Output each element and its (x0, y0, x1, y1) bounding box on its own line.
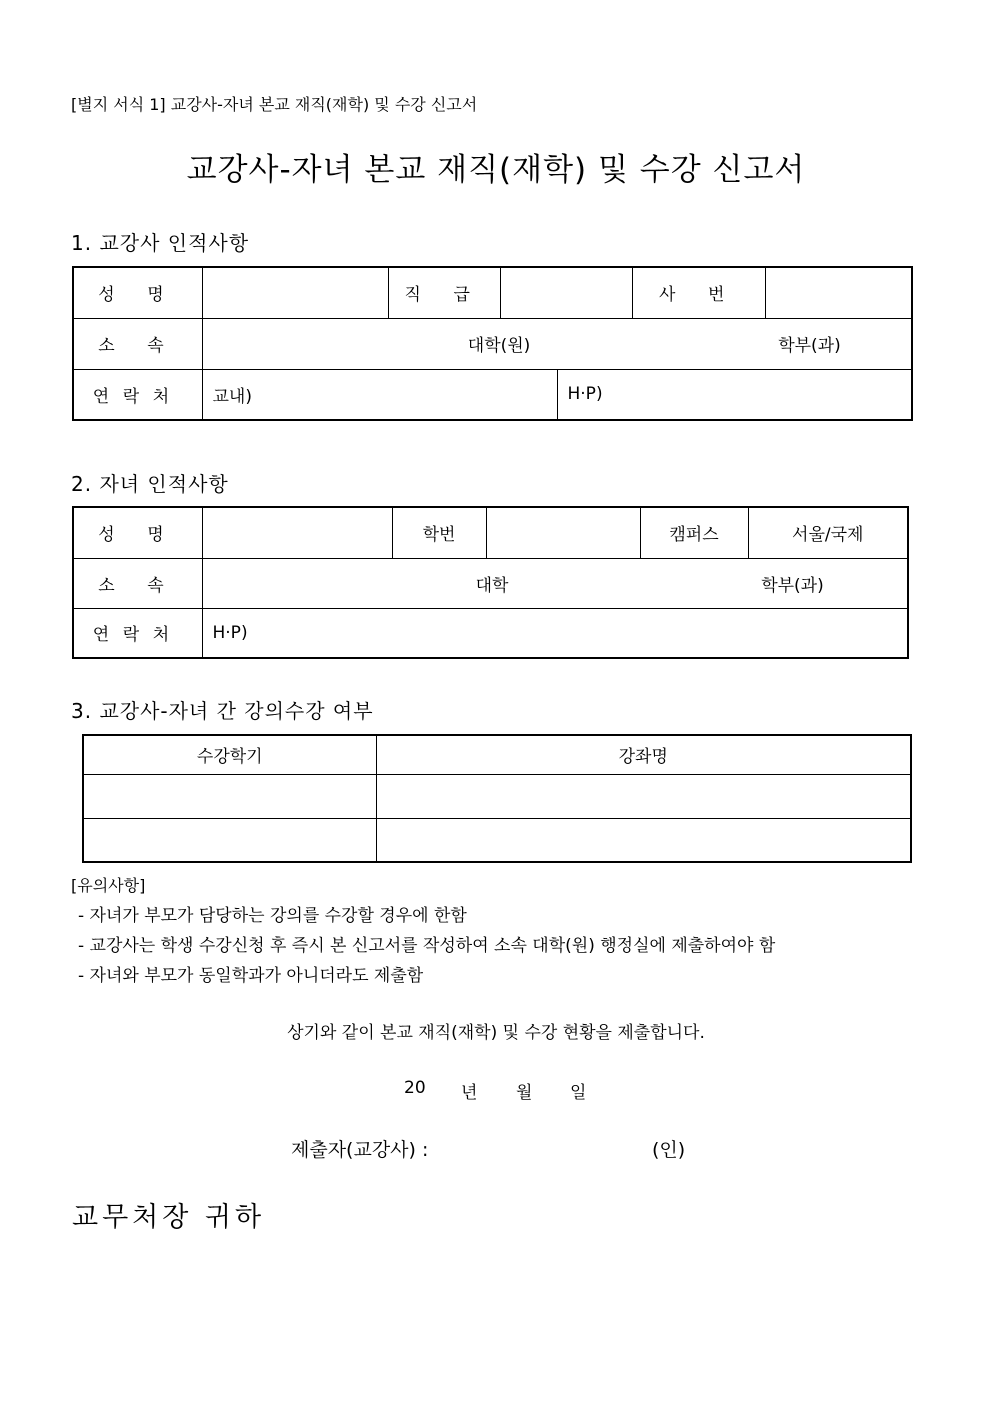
teacher-office-phone-field[interactable]: 교내) (202, 369, 557, 420)
course-enrollment-table (82, 734, 912, 863)
child-campus-field[interactable]: 서울/국제 (748, 507, 908, 558)
section3-heading: 3. 교강사-자녀 간 강의수강 여부 (71, 699, 374, 723)
teacher-emp-no-label: 사 번 (632, 267, 765, 318)
teacher-emp-no-field[interactable] (765, 267, 912, 318)
semester-cell[interactable] (83, 774, 376, 818)
semester-column-header: 수강학기 (83, 735, 376, 774)
course-column-header: 강좌명 (376, 735, 911, 774)
date-year-prefix: 20 (404, 1078, 426, 1098)
note-item: - 교강사는 학생 수강신청 후 즉시 본 신고서를 작성하여 소속 대학(원) 행정실에 제출하여야 함 (78, 936, 776, 956)
teacher-name-field[interactable] (202, 267, 388, 318)
child-student-no-label: 학번 (392, 507, 486, 558)
course-cell[interactable] (376, 818, 911, 862)
teacher-mobile-field[interactable]: H·P) (557, 369, 912, 420)
child-contact-label: 연락처 (73, 608, 202, 658)
child-affiliation-univ: 대학 (475, 575, 509, 596)
notes-title: [유의사항] (71, 876, 146, 895)
date-day-label: 일 (570, 1083, 587, 1103)
addressee: 교무처장 귀하 (72, 1202, 266, 1233)
submission-statement: 상기와 같이 본교 재직(재학) 및 수강 현황을 제출합니다. (287, 1023, 705, 1043)
section1-heading: 1. 교강사 인적사항 (71, 231, 250, 255)
teacher-rank-label: 직 급 (388, 267, 500, 318)
child-student-no-field[interactable] (486, 507, 640, 558)
teacher-rank-field[interactable] (500, 267, 632, 318)
form-label: [별지 서식 1] 교강사-자녀 본교 재직(재학) 및 수강 신고서 (71, 95, 478, 114)
child-info-table (72, 506, 909, 659)
teacher-affiliation-label: 소 속 (73, 318, 202, 369)
note-item: - 자녀와 부모가 동일학과가 아니더라도 제출함 (78, 966, 424, 986)
course-cell[interactable] (376, 774, 911, 818)
child-affiliation-label: 소 속 (73, 558, 202, 608)
date-year-label: 년 (461, 1083, 478, 1103)
note-item: - 자녀가 부모가 담당하는 강의를 수강할 경우에 한함 (78, 906, 467, 926)
teacher-affiliation-univ: 대학(원) (467, 336, 531, 356)
child-name-label: 성 명 (73, 507, 202, 558)
child-affiliation-dept: 학부(과) (761, 575, 824, 596)
page-title: 교강사-자녀 본교 재직(재학) 및 수강 신고서 (186, 152, 806, 188)
seal-mark: (인) (652, 1139, 686, 1161)
child-affiliation-field[interactable] (202, 558, 908, 608)
date-month-label: 월 (516, 1083, 533, 1103)
child-name-field[interactable] (202, 507, 392, 558)
teacher-affiliation-dept: 학부(과) (778, 336, 841, 356)
child-mobile-field[interactable]: H·P) (202, 608, 908, 658)
teacher-name-label: 성 명 (73, 267, 202, 318)
table-row (83, 818, 911, 862)
submitter-label: 제출자(교강사) : (291, 1139, 429, 1161)
table-row (83, 774, 911, 818)
teacher-info-table (72, 266, 913, 421)
section2-heading: 2. 자녀 인적사항 (71, 472, 229, 496)
teacher-affiliation-field[interactable] (202, 318, 912, 369)
semester-cell[interactable] (83, 818, 376, 862)
teacher-contact-label: 연락처 (73, 369, 202, 420)
child-campus-label: 캠퍼스 (640, 507, 748, 558)
